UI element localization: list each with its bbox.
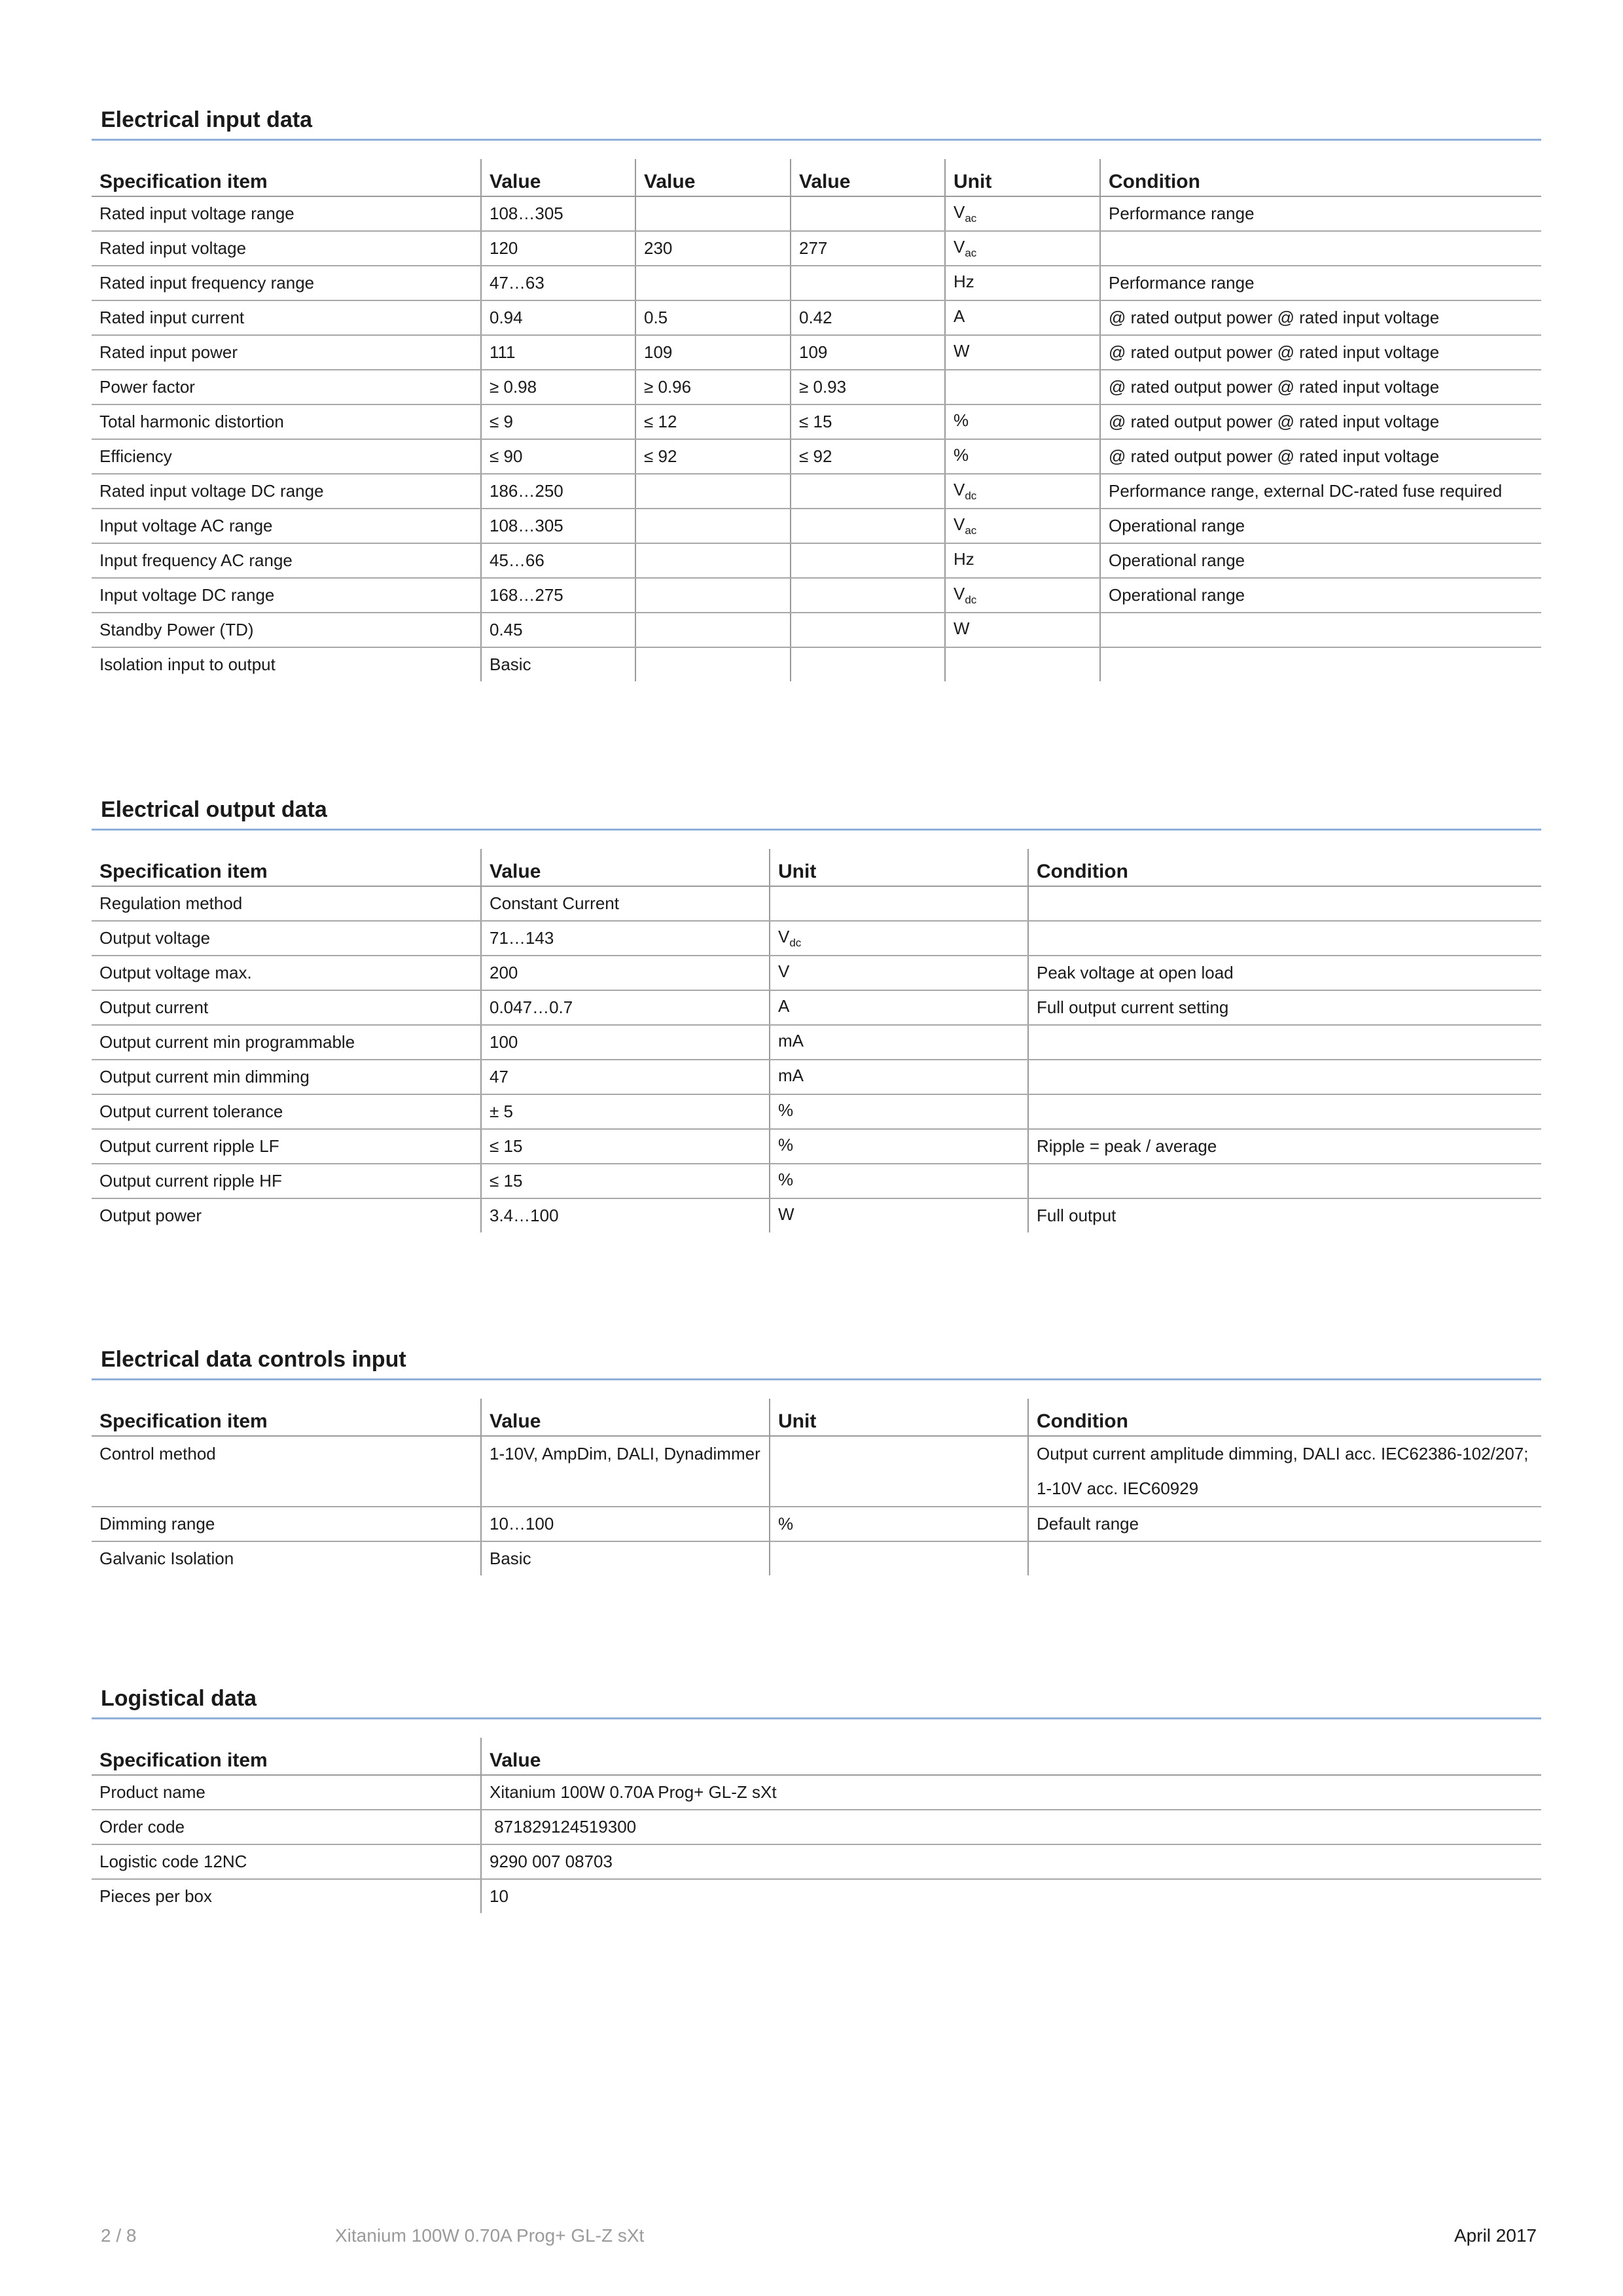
spec-item: Input voltage DC range <box>92 578 481 613</box>
unit-cell <box>945 300 1100 335</box>
spec-item: Efficiency <box>92 439 481 474</box>
unit: mA <box>778 1031 804 1050</box>
footer-date: April 2017 <box>1454 2225 1537 2246</box>
table-row <box>92 1507 1541 1541</box>
unit: A <box>954 306 965 326</box>
value-cell: Basic <box>481 647 635 681</box>
value-cell: 47…63 <box>481 266 635 300</box>
condition-line: 1-10V acc. IEC60929 <box>1037 1479 1199 1498</box>
section-electrical-input <box>92 101 1541 681</box>
value-cell: 277 <box>791 231 945 266</box>
footer-product-name: Xitanium 100W 0.70A Prog+ GL-Z sXt <box>335 2225 645 2246</box>
value-cell <box>635 266 791 300</box>
unit-cell <box>945 613 1100 647</box>
condition-cell: @ rated output power @ rated input voltage <box>1100 404 1541 439</box>
condition-cell: @ rated output power @ rated input voltage <box>1100 300 1541 335</box>
value-cell: ≥ 0.93 <box>791 370 945 404</box>
condition-cell: Ripple = peak / average <box>1028 1129 1541 1164</box>
spec-item: Total harmonic distortion <box>92 404 481 439</box>
section-controls-input <box>92 1340 1541 1575</box>
spec-item: Output current min programmable <box>92 1025 481 1060</box>
table-row <box>92 613 1541 647</box>
value-cell: 108…305 <box>481 509 635 543</box>
spec-item: Input voltage AC range <box>92 509 481 543</box>
value-cell: 168…275 <box>481 578 635 613</box>
unit-cell <box>945 266 1100 300</box>
unit: % <box>778 1170 794 1189</box>
unit-cell <box>945 474 1100 509</box>
value-cell: ≤ 15 <box>481 1164 770 1198</box>
table-row <box>92 404 1541 439</box>
table-row <box>92 921 1541 956</box>
spec-item: Galvanic Isolation <box>99 1549 234 1568</box>
unit-cell <box>770 1164 1028 1198</box>
condition-cell <box>1028 1164 1541 1198</box>
unit: Hz <box>954 272 974 291</box>
value-cell <box>635 578 791 613</box>
column-header: Specification item <box>92 849 481 886</box>
condition-cell: Full output current setting <box>1028 990 1541 1025</box>
table-row <box>92 1775 1541 1810</box>
title-rule <box>92 1717 1541 1719</box>
value-cell: ≥ 0.98 <box>481 370 635 404</box>
table-row <box>92 1810 1541 1844</box>
title-rule <box>92 1378 1541 1380</box>
value-cell: 109 <box>791 335 945 370</box>
table-row <box>92 578 1541 613</box>
table-row <box>92 1879 1541 1913</box>
condition-cell <box>1028 921 1541 956</box>
unit: V <box>954 237 965 257</box>
condition-cell: Operational range <box>1100 543 1541 578</box>
value-cell: 108…305 <box>481 196 635 231</box>
condition-cell: @ rated output power @ rated input voltage <box>1100 370 1541 404</box>
column-header: Value <box>635 159 791 196</box>
spec-item: Output current tolerance <box>92 1094 481 1129</box>
condition-cell <box>1028 1436 1541 1507</box>
table-row <box>92 956 1541 990</box>
unit: V <box>778 961 790 981</box>
column-header: Unit <box>945 159 1100 196</box>
table-row <box>92 335 1541 370</box>
value-cell: 111 <box>481 335 635 370</box>
table-row <box>92 1844 1541 1879</box>
condition-cell: Default range <box>1028 1507 1541 1541</box>
value-cell: 0.94 <box>481 300 635 335</box>
condition-cell <box>1028 1025 1541 1060</box>
column-header: Value <box>481 1399 770 1436</box>
table-row <box>92 1025 1541 1060</box>
title-rule <box>92 829 1541 831</box>
condition-cell: @ rated output power @ rated input voltage <box>1100 439 1541 474</box>
value-cell: 1-10V, AmpDim, DALI, Dynadimmer <box>481 1436 770 1507</box>
unit-cell <box>945 543 1100 578</box>
section-electrical-output <box>92 791 1541 1232</box>
table-row <box>92 886 1541 921</box>
unit-subscript: ac <box>965 524 977 537</box>
unit-subscript: dc <box>965 490 977 502</box>
unit-cell <box>945 370 1100 404</box>
table-header-row <box>92 849 1541 886</box>
condition-cell: Performance range <box>1100 266 1541 300</box>
unit-cell <box>770 921 1028 956</box>
spec-item: Power factor <box>92 370 481 404</box>
unit-cell <box>770 1025 1028 1060</box>
value-cell: 0.047…0.7 <box>481 990 770 1025</box>
condition-cell <box>1028 1541 1541 1575</box>
value-cell <box>791 509 945 543</box>
value-cell: 3.4…100 <box>481 1198 770 1232</box>
value-cell: 10 <box>481 1879 1541 1913</box>
unit: % <box>778 1135 794 1155</box>
spec-item: Output current ripple LF <box>92 1129 481 1164</box>
spec-item: Standby Power (TD) <box>92 613 481 647</box>
table-header-row <box>92 159 1541 196</box>
spec-item: Control method <box>92 1436 481 1507</box>
unit: V <box>954 202 965 222</box>
value-cell: ≤ 9 <box>481 404 635 439</box>
value-cell: ≤ 92 <box>791 439 945 474</box>
value-cell: 9290 007 08703 <box>481 1844 1541 1879</box>
unit-cell <box>770 1541 1028 1575</box>
unit-cell <box>770 1198 1028 1232</box>
value-cell: ≤ 92 <box>635 439 791 474</box>
spec-item: Rated input frequency range <box>92 266 481 300</box>
unit: % <box>954 445 969 465</box>
value-cell: ≤ 12 <box>635 404 791 439</box>
spec-item: Logistic code 12NC <box>92 1844 481 1879</box>
unit-cell <box>770 1436 1028 1507</box>
spec-item: Product name <box>92 1775 481 1810</box>
unit-cell <box>945 196 1100 231</box>
controls-input-table <box>92 1399 1541 1575</box>
condition-cell: Full output <box>1028 1198 1541 1232</box>
condition-cell <box>1028 1094 1541 1129</box>
unit-subscript: dc <box>965 594 977 606</box>
section-title: Logistical data <box>101 1686 257 1711</box>
table-row <box>92 266 1541 300</box>
value-cell <box>791 474 945 509</box>
unit-cell <box>770 886 1028 921</box>
value-cell: ≥ 0.96 <box>635 370 791 404</box>
unit-subscript: ac <box>965 212 977 224</box>
value-cell: 186…250 <box>481 474 635 509</box>
logistical-table <box>92 1738 1541 1913</box>
condition-cell: Performance range <box>1100 196 1541 231</box>
unit: V <box>954 514 965 534</box>
table-row <box>92 231 1541 266</box>
table-row <box>92 1541 1541 1575</box>
condition-cell: @ rated output power @ rated input voltage <box>1100 335 1541 370</box>
column-header: Condition <box>1028 1399 1541 1436</box>
value-cell: 109 <box>635 335 791 370</box>
spec-item: Output current ripple HF <box>92 1164 481 1198</box>
spec-item: Isolation input to output <box>99 655 276 674</box>
value-cell <box>635 196 791 231</box>
value-cell: 45…66 <box>481 543 635 578</box>
column-header: Unit <box>770 849 1028 886</box>
section-title: Electrical data controls input <box>101 1347 406 1372</box>
condition-cell <box>1100 231 1541 266</box>
value-cell: Constant Current <box>481 886 770 921</box>
value-cell: Basic <box>481 1541 770 1575</box>
condition-cell: Operational range <box>1100 578 1541 613</box>
spec-item: Rated input current <box>92 300 481 335</box>
value-cell <box>635 647 791 681</box>
section-title: Electrical output data <box>101 797 327 822</box>
table-row <box>92 509 1541 543</box>
unit-subscript: ac <box>965 247 977 259</box>
value-cell: ≤ 15 <box>791 404 945 439</box>
unit: W <box>954 341 970 361</box>
table-row <box>92 1060 1541 1094</box>
value-cell <box>635 543 791 578</box>
unit: V <box>954 584 965 603</box>
unit: % <box>778 1100 794 1120</box>
section-logistical <box>92 1679 1541 1913</box>
table-header-row <box>92 1738 1541 1775</box>
value-cell: 71…143 <box>481 921 770 956</box>
unit-cell <box>770 1129 1028 1164</box>
title-rule <box>92 139 1541 141</box>
table-row <box>92 543 1541 578</box>
table-row <box>92 1129 1541 1164</box>
unit: W <box>954 619 970 638</box>
value-cell: 10…100 <box>481 1507 770 1541</box>
table-row <box>92 474 1541 509</box>
column-header: Condition <box>1028 849 1541 886</box>
value-cell: 120 <box>481 231 635 266</box>
unit: V <box>954 480 965 499</box>
spec-item: Rated input voltage DC range <box>92 474 481 509</box>
value-cell <box>635 474 791 509</box>
spec-item: Rated input power <box>92 335 481 370</box>
unit-cell <box>945 647 1100 681</box>
table-row <box>92 300 1541 335</box>
unit-cell <box>945 335 1100 370</box>
table-header-row <box>92 1399 1541 1436</box>
value-cell: 47 <box>481 1060 770 1094</box>
column-header: Value <box>481 1738 1541 1775</box>
condition-cell <box>1100 613 1541 647</box>
spec-item: Regulation method <box>92 886 481 921</box>
spec-item: Pieces per box <box>99 1886 212 1906</box>
value-cell <box>791 647 945 681</box>
spec-item: Output power <box>99 1206 202 1225</box>
column-header: Specification item <box>92 159 481 196</box>
unit: % <box>954 410 969 430</box>
unit-subscript: dc <box>789 937 802 949</box>
table-row <box>92 1198 1541 1232</box>
spec-item: Order code <box>92 1810 481 1844</box>
table-row <box>92 196 1541 231</box>
value-cell <box>791 578 945 613</box>
value-cell <box>635 509 791 543</box>
table-row <box>92 1164 1541 1198</box>
unit-cell <box>770 990 1028 1025</box>
condition-cell: Performance range, external DC-rated fuse required <box>1100 474 1541 509</box>
value-cell: 100 <box>481 1025 770 1060</box>
unit-cell <box>770 1060 1028 1094</box>
spec-item: Dimming range <box>92 1507 481 1541</box>
value-cell: 200 <box>481 956 770 990</box>
value-cell: 0.45 <box>481 613 635 647</box>
unit-cell <box>945 578 1100 613</box>
section-title: Electrical input data <box>101 107 313 132</box>
unit-cell: % <box>770 1507 1028 1541</box>
unit-cell <box>945 439 1100 474</box>
value-cell: 0.42 <box>791 300 945 335</box>
column-header: Specification item <box>92 1399 481 1436</box>
unit: V <box>778 927 790 946</box>
value-cell <box>791 266 945 300</box>
value-cell <box>635 613 791 647</box>
unit: W <box>778 1204 794 1224</box>
spec-item: Output current min dimming <box>92 1060 481 1094</box>
table-row <box>92 1094 1541 1129</box>
condition-cell: Peak voltage at open load <box>1028 956 1541 990</box>
value-cell: 871829124519300 <box>481 1810 1541 1844</box>
column-header: Unit <box>770 1399 1028 1436</box>
unit: A <box>778 996 790 1016</box>
unit-cell <box>770 956 1028 990</box>
condition-cell <box>1028 886 1541 921</box>
condition-cell <box>1028 1060 1541 1094</box>
table-row <box>92 439 1541 474</box>
column-header: Condition <box>1100 159 1541 196</box>
spec-item: Rated input voltage range <box>92 196 481 231</box>
unit-cell <box>945 404 1100 439</box>
spec-item: Output voltage <box>92 921 481 956</box>
spec-item: Output voltage max. <box>92 956 481 990</box>
value-cell <box>791 196 945 231</box>
unit-cell <box>945 231 1100 266</box>
column-header: Value <box>791 159 945 196</box>
value-cell: ± 5 <box>481 1094 770 1129</box>
table-row <box>92 647 1541 681</box>
value-cell: ≤ 90 <box>481 439 635 474</box>
condition-cell <box>1100 647 1541 681</box>
value-cell <box>791 613 945 647</box>
value-cell: 230 <box>635 231 791 266</box>
page-number: 2 / 8 <box>101 2225 137 2246</box>
column-header: Value <box>481 849 770 886</box>
column-header: Value <box>481 159 635 196</box>
value-cell: ≤ 15 <box>481 1129 770 1164</box>
table-row <box>92 370 1541 404</box>
table-row <box>92 1436 1541 1507</box>
condition-line: Output current amplitude dimming, DALI acc. IEC62386-102/207; <box>1037 1444 1529 1463</box>
spec-item: Output current <box>92 990 481 1025</box>
spec-item: Input frequency AC range <box>92 543 481 578</box>
value-cell <box>791 543 945 578</box>
value-cell: 0.5 <box>635 300 791 335</box>
column-header: Specification item <box>92 1738 481 1775</box>
unit-cell <box>945 509 1100 543</box>
electrical-output-table <box>92 849 1541 1232</box>
value-cell: Xitanium 100W 0.70A Prog+ GL-Z sXt <box>481 1775 1541 1810</box>
unit: Hz <box>954 549 974 569</box>
electrical-input-table <box>92 159 1541 681</box>
unit: mA <box>778 1066 804 1085</box>
condition-cell: Operational range <box>1100 509 1541 543</box>
table-row <box>92 990 1541 1025</box>
spec-item: Rated input voltage <box>92 231 481 266</box>
unit-cell <box>770 1094 1028 1129</box>
